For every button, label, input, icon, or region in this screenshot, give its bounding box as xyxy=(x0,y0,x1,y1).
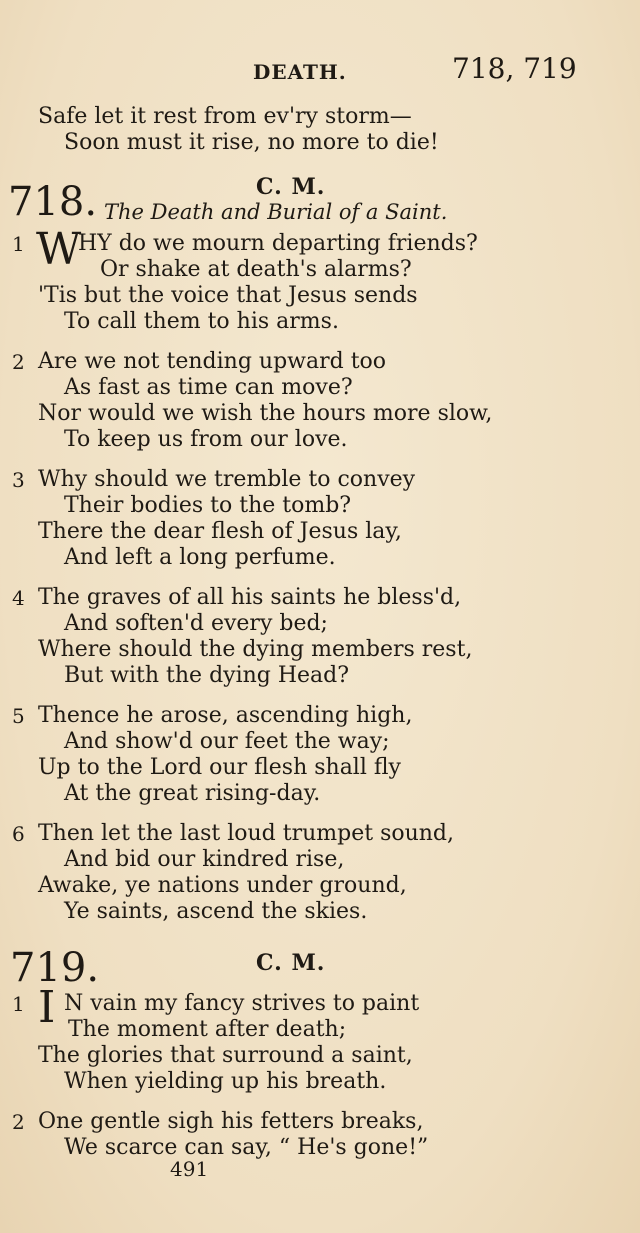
verse-number: 2 xyxy=(12,1110,25,1134)
hymn-718-subtitle: The Death and Burial of a Saint. xyxy=(104,200,448,224)
verse-line: Why should we tremble to convey xyxy=(38,467,416,492)
verse-number: 3 xyxy=(12,468,25,492)
verse-line: Up to the Lord our flesh shall fly xyxy=(38,755,401,780)
verse-number: 1 xyxy=(12,232,25,256)
verse-line: At the great rising-day. xyxy=(64,781,321,806)
running-head-hymn-numbers: 718, 719 xyxy=(452,52,577,85)
verse-line: HY do we mourn departing friends? xyxy=(78,231,478,256)
verse-line: The moment after death; xyxy=(68,1017,347,1042)
verse-line: Their bodies to the tomb? xyxy=(64,493,352,518)
drop-cap: W xyxy=(36,224,82,275)
intro-line-2: Soon must it rise, no more to die! xyxy=(64,130,439,155)
hymn-719-meter: C. M. xyxy=(256,950,326,976)
hymn-718-meter: C. M. xyxy=(256,174,326,200)
verse-line: Thence he arose, ascending high, xyxy=(38,703,413,728)
verse-number: 6 xyxy=(12,822,25,846)
hymn-number-719: 719. xyxy=(10,945,100,991)
verse-number: 1 xyxy=(12,992,25,1016)
verse-line: Where should the dying members rest, xyxy=(38,637,473,662)
verse-line: Ye saints, ascend the skies. xyxy=(64,899,368,924)
verse-line: And show'd our feet the way; xyxy=(64,729,390,754)
page-number: 491 xyxy=(170,1157,209,1181)
verse-line: As fast as time can move? xyxy=(64,375,353,400)
intro-line-1: Safe let it rest from ev'ry storm— xyxy=(38,104,412,129)
running-head-title: DEATH. xyxy=(253,60,347,84)
verse-line: But with the dying Head? xyxy=(64,663,350,688)
verse-line: There the dear flesh of Jesus lay, xyxy=(38,519,402,544)
verse-line: When yielding up his breath. xyxy=(64,1069,387,1094)
verse-line: Awake, ye nations under ground, xyxy=(38,873,407,898)
verse-line: And bid our kindred rise, xyxy=(64,847,345,872)
verse-line: The glories that surround a saint, xyxy=(38,1043,413,1068)
verse-number: 5 xyxy=(12,704,25,728)
verse-line: The graves of all his saints he bless'd, xyxy=(38,585,462,610)
verse-number: 4 xyxy=(12,586,25,610)
verse-line: 'Tis but the voice that Jesus sends xyxy=(38,283,418,308)
verse-line: Then let the last loud trumpet sound, xyxy=(38,821,455,846)
hymn-number-718: 718. xyxy=(8,179,98,225)
verse-number: 2 xyxy=(12,350,25,374)
verse-line: To keep us from our love. xyxy=(64,427,348,452)
verse-line: Or shake at death's alarms? xyxy=(100,257,412,282)
verse-line: And left a long perfume. xyxy=(64,545,336,570)
verse-line: And soften'd every bed; xyxy=(64,611,328,636)
verse-line: Nor would we wish the hours more slow, xyxy=(38,401,493,426)
drop-cap: I xyxy=(38,982,56,1033)
verse-line: We scarce can say, “ He's gone!” xyxy=(64,1135,429,1160)
verse-line: One gentle sigh his fetters breaks, xyxy=(38,1109,424,1134)
verse-line: To call them to his arms. xyxy=(64,309,339,334)
verse-line: N vain my fancy strives to paint xyxy=(64,991,420,1016)
verse-line: Are we not tending upward too xyxy=(38,349,387,374)
